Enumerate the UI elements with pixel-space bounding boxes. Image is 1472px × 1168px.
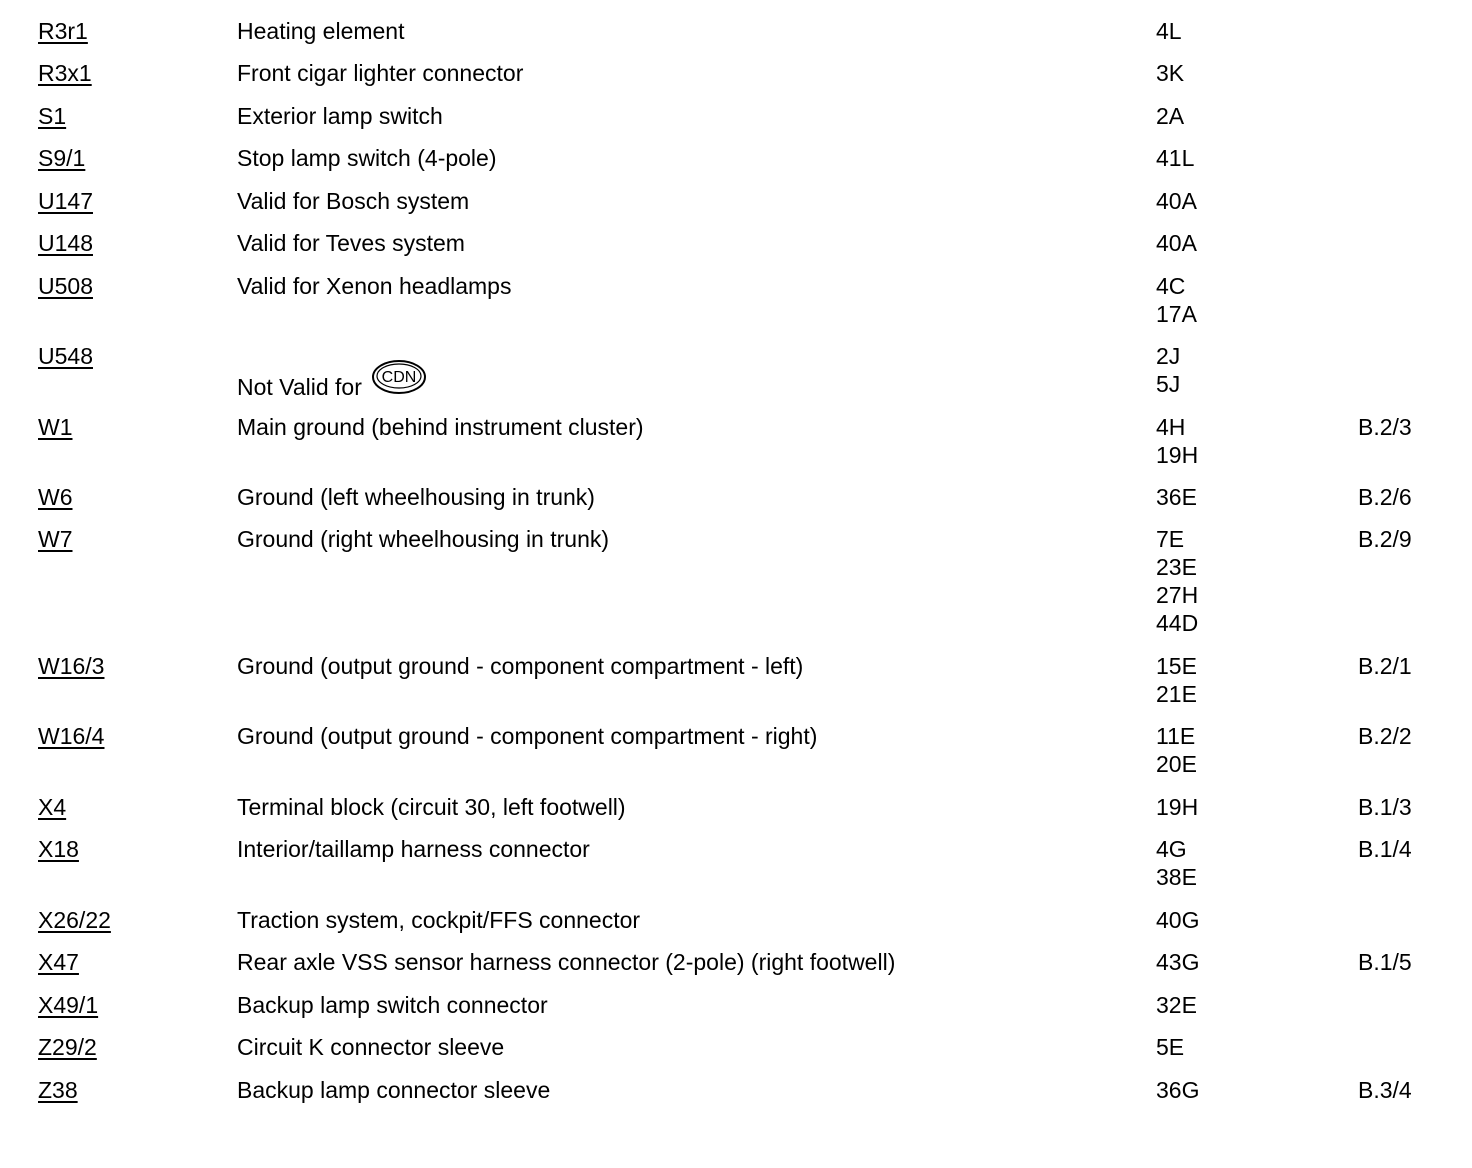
description-text: Main ground (behind instrument cluster): [237, 414, 644, 440]
component-description: [237, 1076, 550, 1104]
component-description: [237, 187, 469, 215]
grid-location: 2J: [1156, 343, 1181, 369]
description-text: Rear axle VSS sensor harness connector (2-pole) (right footwell): [237, 949, 896, 975]
component-description: [237, 357, 428, 401]
description-text: Backup lamp connector sleeve: [237, 1077, 551, 1103]
cdn-icon-label: CDN: [381, 369, 417, 386]
component-code-link[interactable]: X49/1: [38, 992, 99, 1018]
grid-location: 17A: [1156, 301, 1197, 327]
component-code-link[interactable]: Z38: [38, 1077, 78, 1103]
grid-location: 44D: [1156, 610, 1199, 636]
description-text: Stop lamp switch (4-pole): [237, 145, 497, 171]
grid-locations: [1156, 342, 1180, 398]
grid-location: 4G: [1156, 836, 1187, 862]
grid-locations: [1156, 102, 1184, 130]
grid-location: 4H: [1156, 414, 1186, 440]
description-text: Interior/taillamp harness connector: [237, 836, 590, 862]
grid-locations: [1156, 793, 1198, 821]
description-text: Traction system, cockpit/FFS connector: [237, 907, 641, 933]
diagram-reference: B.1/5: [1358, 949, 1412, 975]
component-code-link[interactable]: R3x1: [38, 60, 92, 86]
diagram-reference: B.2/3: [1358, 414, 1412, 440]
component-description: [237, 948, 895, 976]
grid-locations: [1156, 1033, 1184, 1061]
grid-locations: [1156, 413, 1198, 469]
grid-location: 41L: [1156, 145, 1195, 171]
diagram-reference: B.1/3: [1358, 794, 1412, 820]
component-code-link[interactable]: U148: [38, 230, 93, 256]
component-code-link[interactable]: W7: [38, 526, 73, 552]
grid-location: 27H: [1156, 582, 1199, 608]
component-code-link[interactable]: W16/3: [38, 653, 105, 679]
grid-locations: [1156, 906, 1199, 934]
component-description: [237, 722, 817, 750]
component-code-link[interactable]: Z29/2: [38, 1034, 97, 1060]
component-code-link[interactable]: U508: [38, 273, 93, 299]
grid-location: 38E: [1156, 864, 1197, 890]
component-description: [237, 652, 803, 680]
grid-location: 43G: [1156, 949, 1200, 975]
grid-location: 20E: [1156, 751, 1197, 777]
grid-locations: [1156, 483, 1197, 511]
component-code-link[interactable]: X18: [38, 836, 79, 862]
grid-locations: [1156, 1076, 1199, 1104]
grid-locations: [1156, 187, 1197, 215]
grid-location: 40A: [1156, 230, 1197, 256]
grid-locations: [1156, 272, 1197, 328]
grid-location: 36E: [1156, 484, 1197, 510]
diagram-reference: B.2/9: [1358, 526, 1412, 552]
component-description: [237, 483, 595, 511]
grid-locations: [1156, 835, 1197, 891]
description-text: Exterior lamp switch: [237, 103, 443, 129]
description-text: Valid for Xenon headlamps: [237, 273, 512, 299]
component-code-link[interactable]: U548: [38, 343, 93, 369]
component-code-link[interactable]: S1: [38, 103, 67, 129]
grid-location: 15E: [1156, 653, 1197, 679]
component-description: [237, 144, 497, 172]
grid-location: 32E: [1156, 992, 1197, 1018]
grid-location: 40G: [1156, 907, 1200, 933]
component-description: [237, 525, 609, 553]
component-description: [237, 413, 644, 441]
description-text: Front cigar lighter connector: [237, 60, 524, 86]
description-text: Ground (output ground - component compartment - left): [237, 653, 804, 679]
component-code-link[interactable]: U147: [38, 188, 93, 214]
grid-locations: [1156, 17, 1182, 45]
description-text: Valid for Teves system: [237, 230, 465, 256]
grid-location: 19H: [1156, 794, 1199, 820]
component-description: [237, 17, 405, 45]
description-text: Ground (output ground - component compartment - right): [237, 723, 818, 749]
component-code-link[interactable]: W16/4: [38, 723, 105, 749]
grid-location: 40A: [1156, 188, 1197, 214]
description-text: Terminal block (circuit 30, left footwell): [237, 794, 626, 820]
grid-locations: [1156, 525, 1198, 637]
description-text: Ground (right wheelhousing in trunk): [237, 526, 610, 552]
grid-location: 5E: [1156, 1034, 1185, 1060]
component-description: [237, 835, 590, 863]
component-code-link[interactable]: X26/22: [38, 907, 111, 933]
grid-location: 23E: [1156, 554, 1197, 580]
grid-location: 21E: [1156, 681, 1197, 707]
grid-location: 19H: [1156, 442, 1199, 468]
component-description: [237, 793, 626, 821]
grid-location: 36G: [1156, 1077, 1200, 1103]
grid-locations: [1156, 991, 1197, 1019]
component-code-link[interactable]: X4: [38, 794, 67, 820]
grid-locations: [1156, 948, 1199, 976]
component-code-link[interactable]: W1: [38, 414, 73, 440]
component-description: [237, 272, 511, 300]
grid-location: 4C: [1156, 273, 1186, 299]
diagram-reference: B.2/1: [1358, 653, 1412, 679]
grid-locations: [1156, 229, 1197, 257]
grid-locations: [1156, 144, 1194, 172]
grid-locations: [1156, 652, 1197, 708]
component-description: [237, 59, 523, 87]
grid-locations: [1156, 59, 1184, 87]
diagram-reference: B.2/2: [1358, 723, 1412, 749]
grid-locations: [1156, 722, 1197, 778]
component-description: [237, 906, 640, 934]
diagram-reference: B.3/4: [1358, 1077, 1412, 1103]
grid-location: 5J: [1156, 371, 1181, 397]
diagram-reference: B.2/6: [1358, 484, 1412, 510]
description-text: Valid for Bosch system: [237, 188, 470, 214]
component-description: [237, 102, 443, 130]
grid-location: 7E: [1156, 526, 1185, 552]
component-description: [237, 991, 548, 1019]
description-text: Circuit K connector sleeve: [237, 1034, 505, 1060]
description-text: Backup lamp switch connector: [237, 992, 548, 1018]
description-text: Not Valid for: [237, 374, 362, 400]
grid-location: 4L: [1156, 18, 1182, 44]
component-description: [237, 229, 465, 257]
cdn-country-icon: [370, 357, 428, 397]
grid-location: 11E: [1156, 723, 1196, 749]
component-code-link[interactable]: R3r1: [38, 18, 88, 44]
component-code-link[interactable]: X47: [38, 949, 79, 975]
description-text: Ground (left wheelhousing in trunk): [237, 484, 595, 510]
component-code-link[interactable]: W6: [38, 484, 73, 510]
grid-location: 2A: [1156, 103, 1185, 129]
description-text: Heating element: [237, 18, 405, 44]
component-code-link[interactable]: S9/1: [38, 145, 86, 171]
component-description: [237, 1033, 504, 1061]
diagram-reference: B.1/4: [1358, 836, 1412, 862]
grid-location: 3K: [1156, 60, 1185, 86]
